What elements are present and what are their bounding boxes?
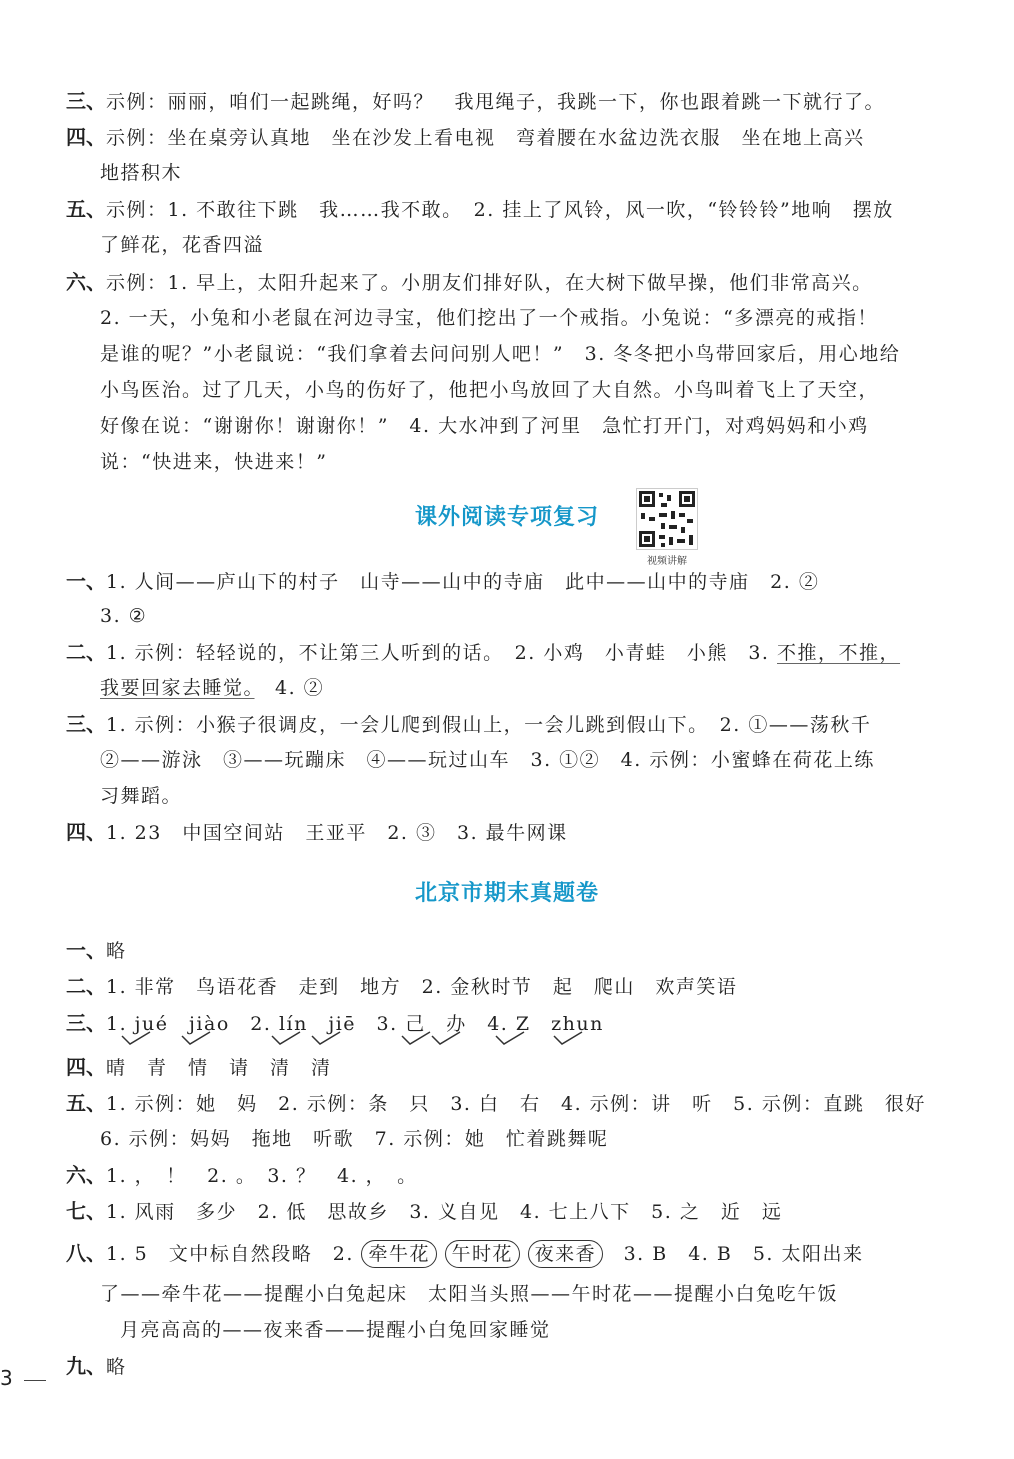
answer-line: 六、示例：1. 早上，太阳升起来了。小朋友们排好队，在大树下做早操，他们非常高兴。 [66,270,873,294]
answer-line: 八、1. 5 文中标自然段略 2. 牵牛花 午时花 夜来香 3. B 4. B 5. 太阳出来 [66,1238,864,1269]
answer-line: 四、1. 23 中国空间站 王亚平 2. ③ 3. 最牛网课 [66,820,568,844]
answer-line: 说：“快进来，快进来！” [100,451,328,473]
answer-line: 九、略 [66,1354,127,1378]
answer-line: 了——牵牛花——提醒小白兔起床 太阳当头照——午时花——提醒小白兔吃午饭 [100,1283,839,1305]
answer-line: 六、1. ， ！ 2. 。 3. ？ 4. ， 。 [66,1163,418,1187]
answer-line: 2. 一天，小兔和小老鼠在河边寻宝，他们挖出了一个戒指。小兔说：“多漂亮的戒指！ [100,307,878,329]
answer-line: 二、1. 非常 鸟语花香 走到 地方 2. 金秋时节 起 爬山 欢声笑语 [66,974,738,998]
circled-answer: 午时花 [445,1240,521,1268]
answer-line: 6. 示例：妈妈 拖地 听歌 7. 示例：她 忙着跳舞呢 [100,1128,609,1150]
answer-line: 五、示例：1. 不敢往下跳 我……我不敢。 2. 挂上了风铃，风一吹，“铃铃铃”地响 摆放 [66,197,894,221]
answer-line: 二、1. 示例：轻轻说的，不让第三人听到的话。 2. 小鸡 小青蛙 小熊 3. 不推，不推， [66,640,901,664]
answer-line: 我要回家去睡觉。 4. ② [100,677,325,699]
answer-line: 七、1. 风雨 多少 2. 低 思故乡 3. 义自见 4. 七上八下 5. 之 近 远 [66,1199,783,1223]
answer-line: 五、1. 示例：她 妈 2. 示例：条 只 3. 白 右 4. 示例：讲 听 5. 示例：直跳 很好 [66,1091,926,1115]
answer-line: 三、1. 示例：小猴子很调皮，一会儿爬到假山上，一会儿跳到假山下。 2. ①——荡秋千 [66,712,872,736]
page-number-rule [24,1380,46,1381]
answer-line: 习舞蹈。 [100,785,183,807]
answer-line: 月亮高高的——夜来香——提醒小白兔回家睡觉 [120,1319,551,1341]
qr-code-label: 视频讲解 [647,556,687,567]
circled-answer: 牵牛花 [361,1240,437,1268]
answer-line: 是谁的呢？”小老鼠说：“我们拿着去问问别人吧！” 3. 冬冬把小鸟带回家后，用心地给 [100,343,901,365]
check-marks [120,1030,600,1048]
answer-line: 了鲜花，花香四溢 [100,234,265,256]
answer-line: ②——游泳 ③——玩蹦床 ④——玩过山车 3. ①② 4. 示例：小蜜蜂在荷花上练 [100,749,875,771]
qr-code-icon[interactable] [636,488,698,550]
answer-line: 3. ② [100,605,148,627]
answer-line: 三、示例：丽丽，咱们一起跳绳，好吗？ 我甩绳子，我跳一下，你也跟着跳一下就行了。 [66,89,886,113]
answer-line: 一、1. 人间——庐山下的村子 山寺——山中的寺庙 此中——山中的寺庙 2. ② [66,569,820,593]
section-title-reading: 课外阅读专项复习 [414,505,599,530]
answer-line: 好像在说：“谢谢你！谢谢你！” 4. 大水冲到了河里 急忙打开门，对鸡妈妈和小鸡 [100,415,869,437]
circled-answer: 夜来香 [528,1240,604,1268]
answer-line: 四、晴 青 情 请 清 清 [66,1055,332,1079]
section-title-exam: 北京市期末真题卷 [414,881,599,906]
answer-line: 四、示例：坐在桌旁认真地 坐在沙发上看电视 弯着腰在水盆边洗衣服 坐在地上高兴 [66,125,865,149]
answer-line: 地搭积木 [100,162,183,184]
answer-line: 小鸟医治。过了几天，小鸟的伤好了，他把小鸟放回了大自然。小鸟叫着飞上了天空， [100,379,880,401]
answer-line: 三、1. jué jiào 2. lín jiē 3. 己 办 4. Z zhun [66,1011,604,1035]
page-number: 3 [0,1366,13,1390]
answer-line: 一、略 [66,938,127,962]
